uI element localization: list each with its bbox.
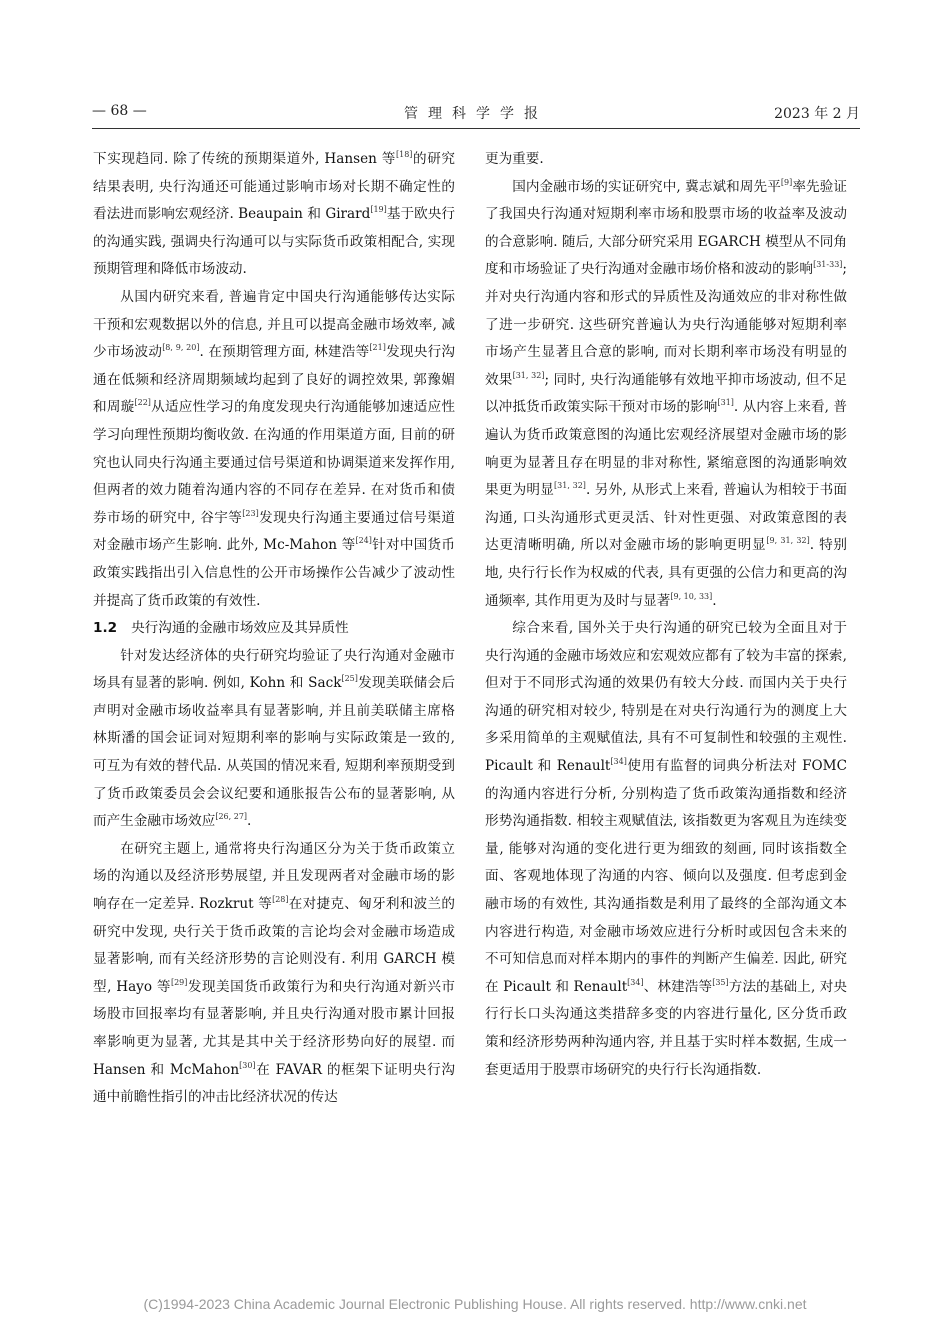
paragraph: 针对发达经济体的央行研究均验证了央行沟通对金融市场具有显著的影响. 例如, Kohn 和 Sack[25]发现美联储会后声明对金融市场收益率具有显著影响, 并且前美联储主席格林斯潘的国会证词对短期利率的影响与实际政策是一致的, 可互为有效的替代品. 从英国的情况来看, 短期利率预期受到了货币政策委员会会议纪要和通胀报告公布的显著影响, 从而产生金融市场效应[26, 27]. xyxy=(93,647,456,830)
left-column xyxy=(93,146,455,1112)
citation: [9, 10, 33] xyxy=(670,591,713,601)
running-header xyxy=(92,103,860,127)
right-column xyxy=(485,146,847,1084)
section-heading xyxy=(93,615,455,643)
citation: [19] xyxy=(370,205,387,215)
section-number: 1.2 xyxy=(93,620,118,637)
paragraph: 综合来看, 国外关于央行沟通的研究已较为全面且对于央行沟通的金融市场效应和宏观效应都有了较为丰富的探索, 但对于不同形式沟通的效果仍有较大分歧. 而国内关于央行沟通的研究相对较少, 特别是在对央行沟通行为的测度上大多采用简单的主观赋值法, 具有不可复制性和较强的主观性. Picault 和 Renault[34]使用有监督的词典分析法对 FOMC 的沟通内容进行分析, 分别构造了货币政策沟通指数和经济形势沟通指数. 相较主观赋值法, 该指数更为客观且为连续变量, 能够对沟通的变化进行更为细致的刻画, 同时该指数全面、客观地体现了沟通的内容、倾向以及强度. 但考虑到金融市场的有效性, 其沟通指数是利用了最终的全部沟通文本内容进行构造, 对金融市场效应进行分析时或因包含未来的不可知信息而对样本期内的事件的判断产生偏差. 因此, 研究在 Picault 和 Renault[34]、林建浩等[35]方法的基础上, 对央行行长口头沟通这类措辞多变的内容进行量化, 区分货币政策和经济形势两种沟通内容, 并且基于实时样本数据, 生成一套更适用于股票市场研究的央行行长沟通指数. xyxy=(485,620,848,1078)
issue-date: 2023 年 2 月 xyxy=(774,106,860,122)
citation: [30] xyxy=(239,1060,256,1070)
paragraph: 国内金融市场的实证研究中, 冀志斌和周先平[9]率先验证了我国央行沟通对短期利率市场和股票市场的收益率及波动的合意影响. 随后, 大部分研究采用 EGARCH 模型从不同角度和市场验证了央行沟通对金融市场价格和波动的影响[31-33]; 并对央行沟通内容和形式的异质性及沟通效应的非对称性做了进一步研究. 这些研究普遍认为央行沟通能够对短期利率市场产生显著且合意的影响, 而对长期利率市场没有明显的效果[31, 32]; 同时, 央行沟通能够有效地平抑市场波动, 但不足以冲抵货币政策实际干预对市场的影响[31]. 从内容上来看, 普遍认为货币政策意图的沟通比宏观经济展望对金融市场的影响更为显著且存在明显的非对称性, 紧缩意图的沟通影响效果更为明显[31, 32]. 另外, 从形式上来看, 普遍认为相较于书面沟通, 口头沟通形式更灵活、针对性更强、对政策意图的表达更清晰明确, 所以对金融市场的影响更明显[9, 31, 32]. 特别地, 央行行长作为权威的代表, 具有更强的公信力和更高的沟通频率, 其作用更为及时与显著[9, 10, 33]. xyxy=(485,177,847,609)
journal-title: 管理科学学报 xyxy=(404,106,548,122)
citation: [31-33] xyxy=(813,260,843,270)
citation: [9, 31, 32] xyxy=(766,536,810,546)
citation: [26, 27] xyxy=(215,812,248,822)
citation: [31, 32] xyxy=(512,370,545,380)
copyright-footer: (C)1994-2023 China Academic Journal Electronic Publishing House. All rights reserved. http://www.cnki.net xyxy=(143,1296,807,1312)
citation: [18] xyxy=(395,150,413,159)
paragraph: 更为重要. xyxy=(485,151,544,167)
citation: [21] xyxy=(369,343,386,353)
citation: [23] xyxy=(242,508,259,518)
header-rule xyxy=(92,128,860,129)
citation: [34] xyxy=(610,757,627,767)
citation: [9] xyxy=(780,177,793,187)
paragraph: 从国内研究来看, 普遍肯定中国央行沟通能够传达实际干预和宏观数据以外的信息, 并且可以提高金融市场效率, 减少市场波动[8, 9, 20]. 在预期管理方面, 林建浩等[21]发现央行沟通在低频和经济周期频域均起到了良好的调控效果, 郭豫媚和周璇[22]从适应性学习的角度发现央行沟通能够加速适应性学习向理性预期均衡收敛. 在沟通的作用渠道方面, 目前的研究也认同央行沟通主要通过信号渠道和协调渠道来发挥作用, 但两者的效力随着沟通内容的不同存在差异. 在对货币和债券市场的研究中, 谷宇等[23]发现央行沟通主要通过信号渠道对金融市场产生影响. 此外, Mc-Mahon 等[24]针对中国货币政策实践指出引入信息性的公开市场操作公告减少了波动性并提高了货币政策的有效性. xyxy=(93,288,456,609)
paragraph: 下实现趋同. 除了传统的预期渠道外, Hansen 等[18]的研究结果表明, 央行沟通还可能通过影响市场对长期不确定性的看法进而影响宏观经济. Beaupain 和 Girard[19]基于欧央行的沟通实践, 强调央行沟通可以与实际货币政策相配合, 实现预期管理和降低市场波动. xyxy=(93,150,455,278)
citation: [29] xyxy=(170,977,188,987)
page-number: — 68 — xyxy=(92,103,147,119)
paragraph: 在研究主题上, 通常将央行沟通区分为关于货币政策立场的沟通以及经济形势展望, 并且发现两者对金融市场的影响存在一定差异. Rozkrut 等[28]在对捷克、匈牙利和波兰的研究中发现, 央行关于货币政策的言论均会对金融市场造成显著影响, 而有关经济形势的言论则没有. 利用 GARCH 模型, Hayo 等[29]发现美国货币政策行为和央行沟通对新兴市场股市回报率均有显著影响, 并且央行沟通对股市累计回报率影响更为显著, 尤其是其中关于经济形势向好的展望. 而 Hansen 和 McMahon[30]在 FAVAR 的框架下证明央行沟通中前瞻性指引的冲击比经济状况的传达 xyxy=(93,840,456,1106)
citation: [24] xyxy=(355,536,372,546)
citation: [31] xyxy=(717,398,734,408)
citation: [28] xyxy=(272,895,289,905)
citation: [34] xyxy=(627,977,644,987)
section-title: 央行沟通的金融市场效应及其异质性 xyxy=(131,620,349,637)
citation: [22] xyxy=(134,398,151,408)
citation: [8, 9, 20] xyxy=(162,343,200,353)
citation: [25] xyxy=(341,674,358,684)
citation: [35] xyxy=(712,977,729,987)
citation: [31, 32] xyxy=(554,481,586,491)
